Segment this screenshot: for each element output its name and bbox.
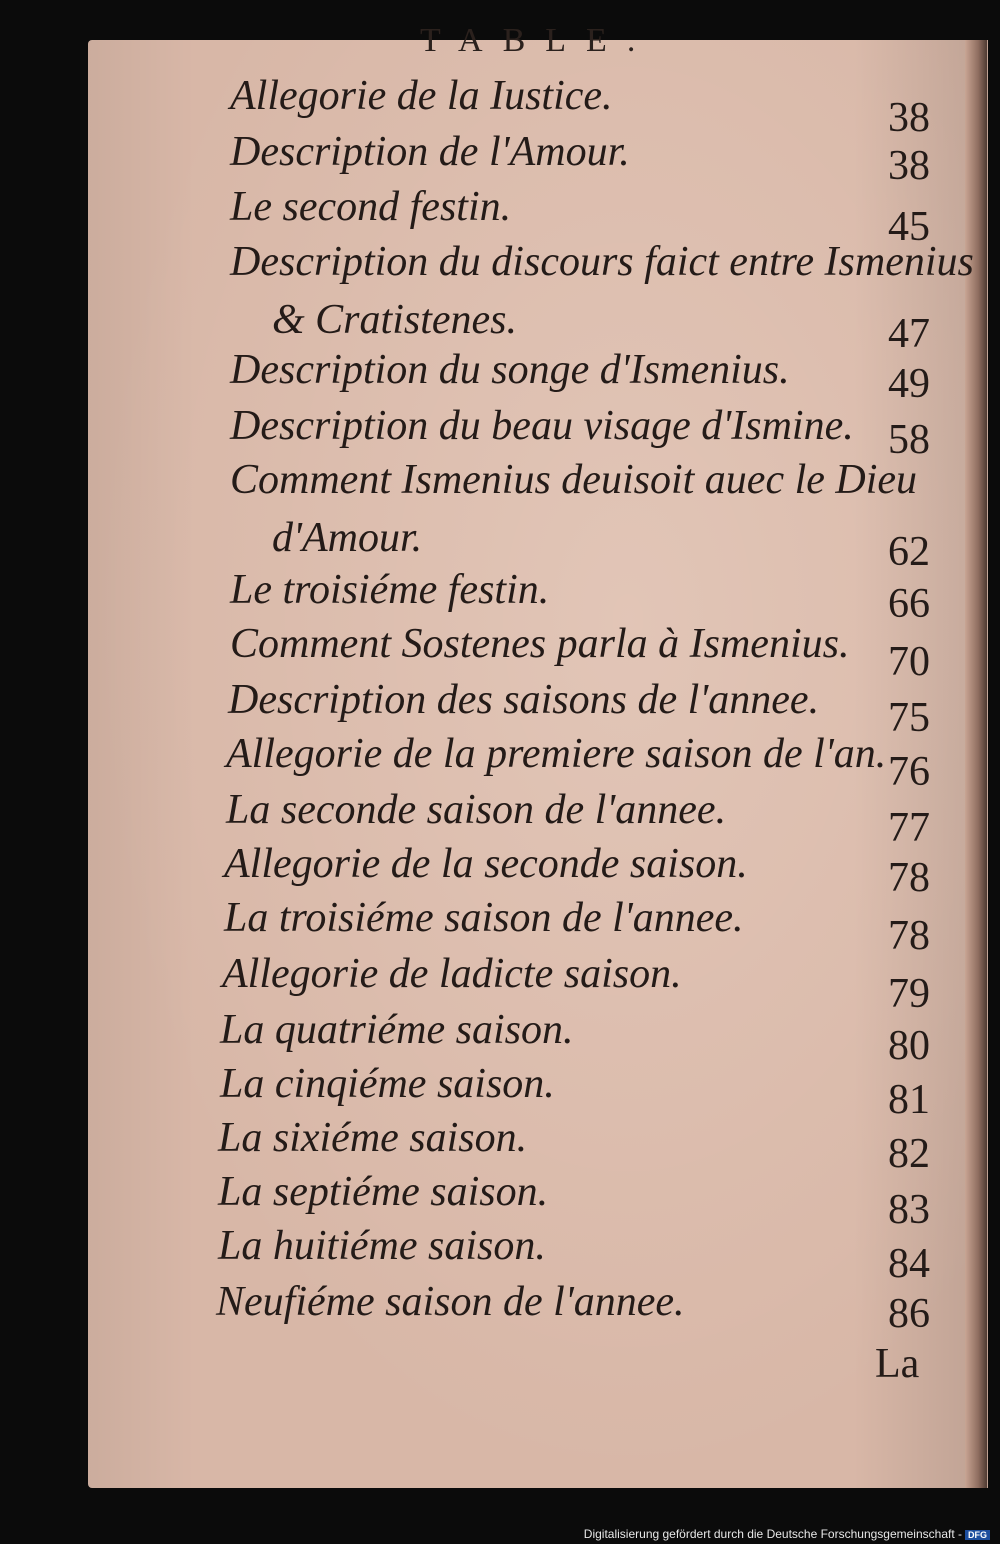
toc-entry-page: 81 [888, 1077, 930, 1123]
digitization-credit [584, 1527, 990, 1541]
toc-entry-title: Description du songe d'Ismenius. [230, 347, 790, 393]
toc-entry [0, 840, 1000, 901]
credit-text: Digitalisierung gefördert durch die Deutsche Forschungsgemeinschaft - [583, 1527, 962, 1541]
toc-entry [0, 183, 1000, 250]
toc-entry-page: 49 [888, 361, 930, 407]
toc-entry-title: Allegorie de la seconde saison. [224, 841, 748, 887]
toc-entry-title: La huitiéme saison. [218, 1223, 546, 1269]
toc-entry-page: 78 [888, 855, 930, 901]
toc-entry [0, 346, 1000, 407]
toc-entry-page: 38 [888, 143, 930, 189]
toc-entry [0, 566, 1000, 627]
toc-entry-title-continuation: d'Amour. [272, 515, 423, 561]
toc-entry [0, 620, 1000, 685]
toc-entry-title: Allegorie de la Iustice. [230, 73, 613, 119]
dfg-logo: DFG [965, 1530, 990, 1540]
toc-entry-page: 80 [888, 1023, 930, 1069]
toc-entry-title: Description de l'Amour. [230, 129, 630, 175]
toc-entry [0, 402, 1000, 463]
toc-entry-page: 79 [888, 971, 930, 1017]
toc-entry-title: Le second festin. [230, 184, 512, 230]
toc-entry-page: 58 [888, 417, 930, 463]
toc-entry-page: 47 [888, 311, 930, 357]
toc-entry [0, 1168, 1000, 1233]
toc-entry-page: 62 [888, 529, 930, 575]
toc-entry [0, 1060, 1000, 1123]
toc-entry-page: 70 [888, 639, 930, 685]
toc-entry-title: Le troisiéme festin. [230, 567, 550, 613]
toc-entry-title: Comment Sostenes parla à Ismenius. [230, 621, 850, 667]
toc-entry-title: Description du beau visage d'Ismine. [230, 403, 854, 449]
toc-entry [0, 894, 1000, 959]
toc-entry [0, 950, 1000, 1017]
toc-entry [0, 1222, 1000, 1287]
toc-entry-title: Neufiéme saison de l'annee. [216, 1279, 685, 1325]
toc-entry [0, 786, 1000, 851]
toc-entry-title: Description du discours faict entre Ismenius [230, 239, 974, 285]
toc-entry-title: Allegorie de la premiere saison de l'an. [226, 731, 887, 777]
toc-entry [0, 456, 1000, 575]
toc-entry [0, 730, 1000, 795]
toc-entry [0, 128, 1000, 189]
toc-entry-page: 66 [888, 581, 930, 627]
toc-entry-title: La quatriéme saison. [220, 1007, 574, 1053]
toc-entry-page: 83 [888, 1187, 930, 1233]
toc-entry-title: Allegorie de ladicte saison. [222, 951, 682, 997]
toc-entry-title-continuation: & Cratistenes. [272, 297, 518, 343]
catchword: La [875, 1341, 920, 1387]
toc-entry [0, 72, 1000, 141]
toc-entry-title: La sixiéme saison. [218, 1115, 528, 1161]
toc-entry-title: La troisiéme saison de l'annee. [224, 895, 744, 941]
toc-entry-page: 38 [888, 95, 930, 141]
toc-entry-title: Comment Ismenius deuisoit auec le Dieu [230, 457, 918, 503]
toc-entry-title: La septiéme saison. [218, 1169, 549, 1215]
toc-entry-page: 77 [888, 805, 930, 851]
toc-entry-page: 76 [888, 749, 930, 795]
toc-entry-title: La seconde saison de l'annee. [226, 787, 727, 833]
toc-entry [0, 676, 1000, 741]
toc-entry [0, 238, 1000, 357]
toc-entry-page: 75 [888, 695, 930, 741]
toc-entry [0, 1006, 1000, 1069]
toc-entry-page: 86 [888, 1291, 930, 1337]
toc-entry-page: 78 [888, 913, 930, 959]
toc-entry-page: 45 [888, 204, 930, 250]
toc-entry-title: Description des saisons de l'annee. [228, 677, 820, 723]
toc-entry [0, 1278, 1000, 1337]
toc-entry-title: La cinqiéme saison. [220, 1061, 555, 1107]
toc-entry-page: 82 [888, 1131, 930, 1177]
toc-entry [0, 1114, 1000, 1177]
running-head: TABLE. [420, 22, 656, 59]
toc-entry-page: 84 [888, 1241, 930, 1287]
